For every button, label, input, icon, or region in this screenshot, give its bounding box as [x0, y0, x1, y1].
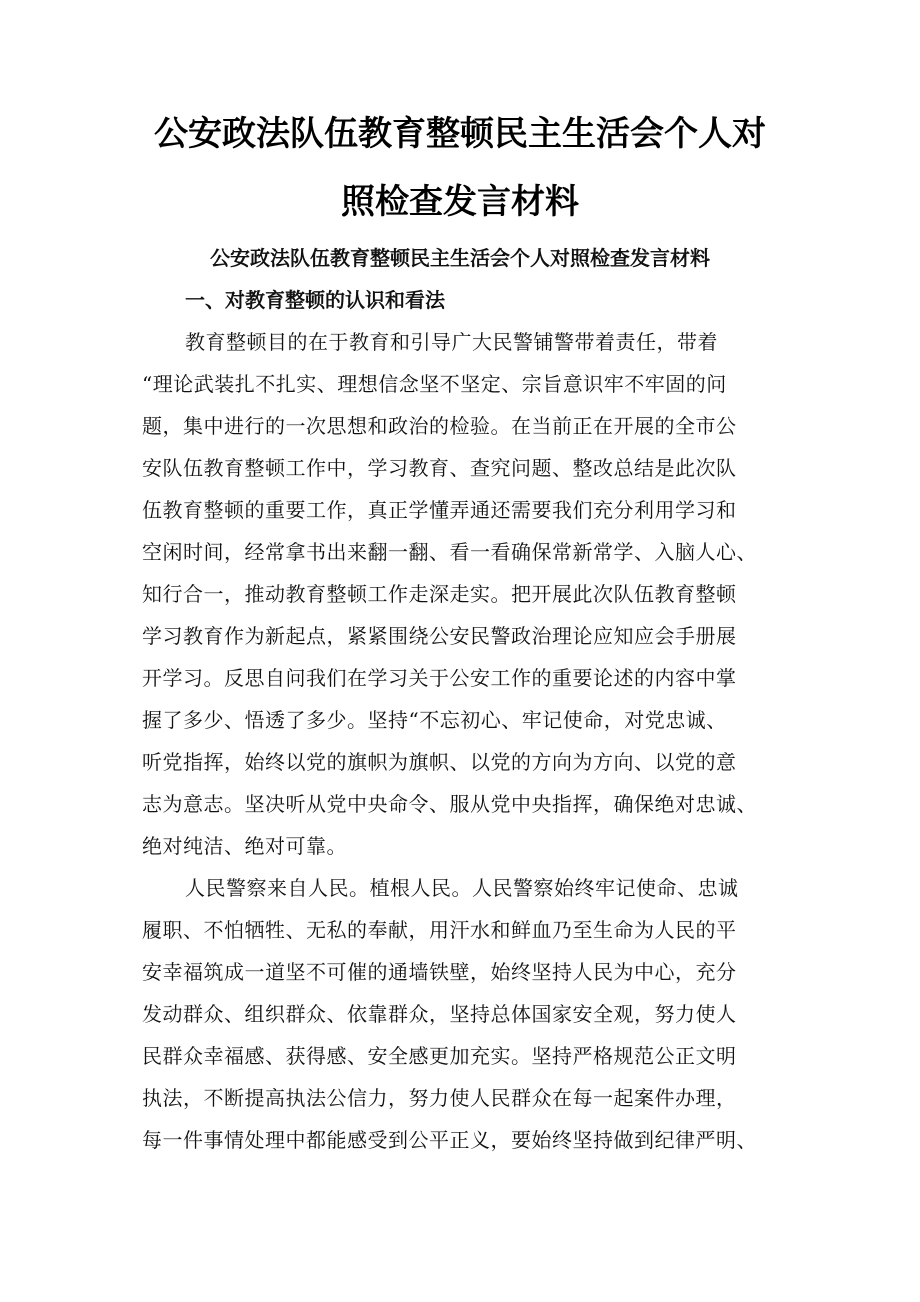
paragraph-line: 绝对纯洁、绝对可靠。: [142, 834, 347, 858]
paragraph-line: 民群众幸福感、获得感、安全感更加充实。坚持严格规范公正文明: [142, 1044, 737, 1068]
paragraph-line: 安队伍教育整顿工作中，学习教育、查究问题、整改总结是此次队: [142, 456, 737, 480]
document-title-line-1: 公安政法队伍教育整顿民主生活会个人对: [154, 114, 766, 154]
section-heading-1: 一、对教育整顿的认识和看法: [185, 288, 445, 312]
document-title-line-2: 照检查发言材料: [341, 182, 579, 222]
paragraph-line: 执法，不断提高执法公信力，努力使人民群众在每一起案件办理，: [142, 1086, 737, 1110]
paragraph-line: “理论武装扎不扎实、理想信念坚不坚定、宗旨意识牢不牢固的问: [142, 372, 727, 396]
paragraph-line: 安幸福筑成一道坚不可催的通墙铁壁，始终坚持人民为中心，充分: [142, 960, 737, 984]
paragraph-line: 教育整顿目的在于教育和引导广大民警铺警带着责任，带着: [185, 330, 718, 354]
paragraph-line: 开学习。反思自问我们在学习关于公安工作的重要论述的内容中掌: [142, 666, 737, 690]
paragraph-line: 履职、不怕牺牲、无私的奉献，用汗水和鲜血乃至生命为人民的平: [142, 918, 737, 942]
paragraph-line: 空闲时间，经常拿书出来翻一翻、看一看确保常新常学、入脑人心、: [142, 540, 757, 564]
paragraph-line: 握了多少、悟透了多少。坚持“不忘初心、牢记使命，对党忠诚、: [142, 708, 727, 732]
paragraph-line: 志为意志。坚决听从党中央命令、服从党中央指挥，确保绝对忠诚、: [142, 792, 757, 816]
paragraph-line: 知行合一，推动教育整顿工作走深走实。把开展此次队伍教育整顿: [142, 582, 737, 606]
paragraph-line: 学习教育作为新起点，紧紧围绕公安民警政治理论应知应会手册展: [142, 624, 737, 648]
document-subtitle: 公安政法队伍教育整顿民主生活会个人对照检查发言材料: [210, 246, 710, 270]
paragraph-line: 听党指挥，始终以党的旗帜为旗帜、以党的方向为方向、以党的意: [142, 750, 737, 774]
paragraph-line: 发动群众、组织群众、依靠群众，坚持总体国家安全观，努力使人: [142, 1002, 737, 1026]
paragraph-line: 每一件事情处理中都能感受到公平正义，要始终坚持做到纪律严明、: [142, 1128, 757, 1152]
paragraph-line: 人民警察来自人民。植根人民。人民警察始终牢记使命、忠诚: [185, 876, 739, 900]
paragraph-line: 题，集中进行的一次思想和政治的检验。在当前正在开展的全市公: [142, 414, 737, 438]
paragraph-line: 伍教育整顿的重要工作，真正学懂弄通还需要我们充分利用学习和: [142, 498, 737, 522]
